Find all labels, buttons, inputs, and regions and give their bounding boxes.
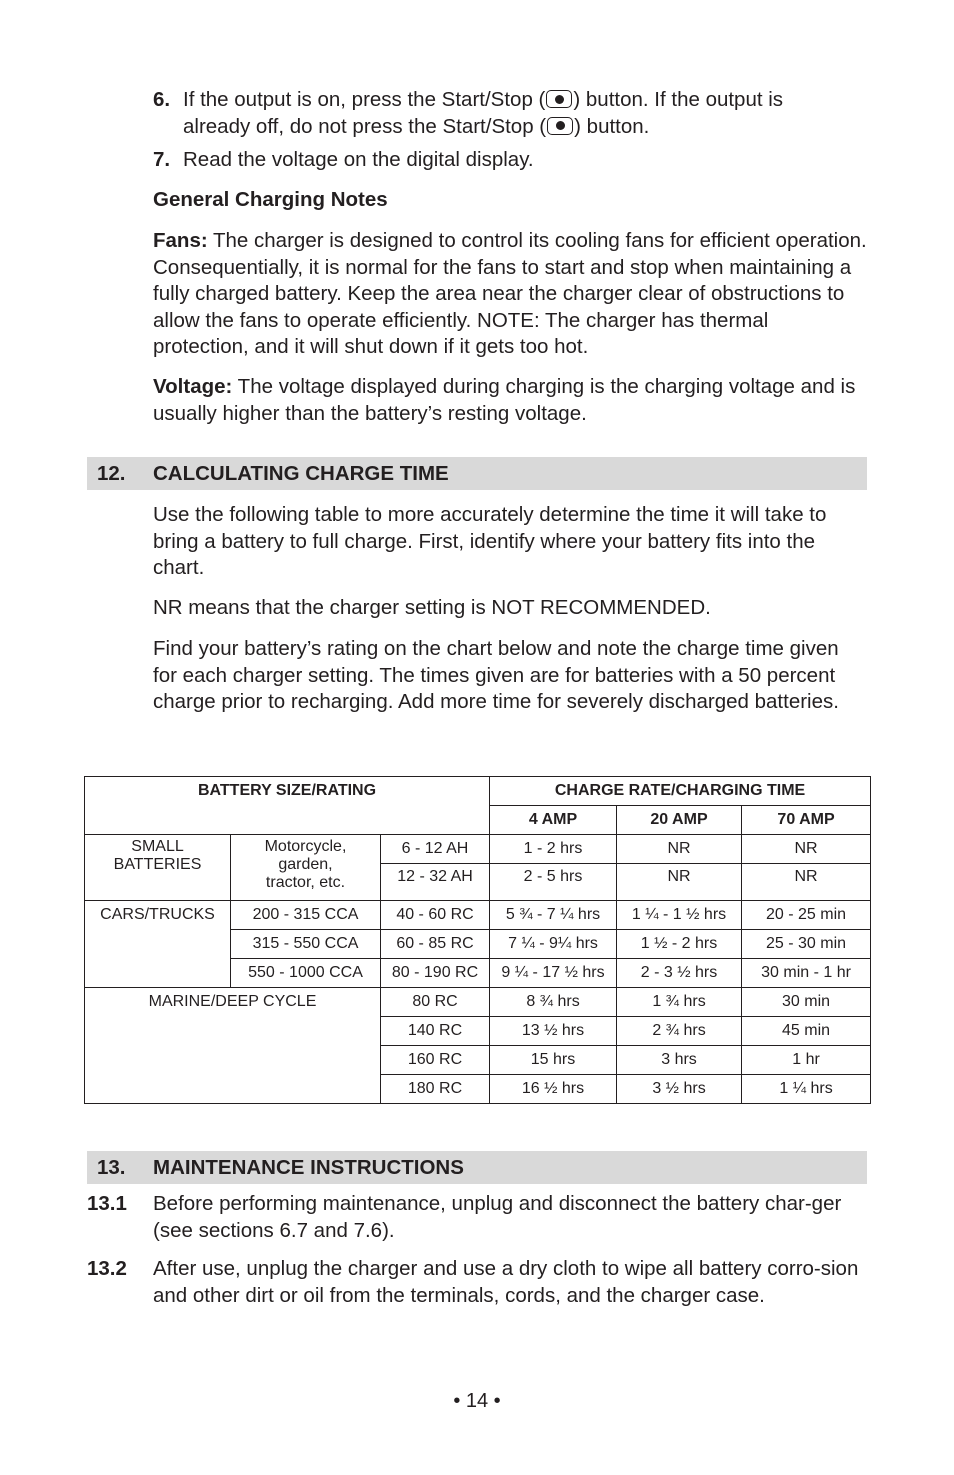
step-text: If the output is on, press the Start/Stop ( ) button. If the output is already off, do not press the Start/Stop ( ) button. — [183, 88, 784, 138]
table-cell-20amp: 1 ¾ hrs — [617, 988, 742, 1017]
section-number: 13. — [97, 1156, 126, 1179]
table-cell-20amp: 2 ¾ hrs — [617, 1017, 742, 1046]
table-cell-20amp: 1 ½ - 2 hrs — [617, 930, 742, 959]
subsection-number: 13.1 — [87, 1192, 127, 1215]
table-cell-70amp: 30 min — [742, 988, 871, 1017]
general-notes-heading: General Charging Notes — [153, 188, 388, 211]
table-cell-20amp: NR — [617, 835, 742, 864]
table-cell-70amp: 1 hr — [742, 1046, 871, 1075]
charge-rate-header: CHARGE RATE/CHARGING TIME — [490, 777, 871, 806]
voltage-text: The voltage displayed during charging is the charging voltage and is usually higher than the battery’s resting voltage. — [153, 375, 856, 425]
table-cell-20amp: 3 hrs — [617, 1046, 742, 1075]
section-12-paragraph-2: NR means that the charger setting is NOT RECOMMENDED. — [153, 596, 711, 619]
charge-time-table — [84, 776, 871, 1104]
table-cell-4amp: 9 ¼ - 17 ½ hrs — [490, 959, 617, 988]
table-cell-20amp: 1 ¼ - 1 ½ hrs — [617, 901, 742, 930]
table-cell-20amp: 2 - 3 ½ hrs — [617, 959, 742, 988]
table-cell-rating: 80 RC — [381, 988, 490, 1017]
subsection-text: After use, unplug the charger and use a dry cloth to wipe all battery corro-sion and other dirt or oil from the terminals, cords, and the charger case. — [153, 1257, 859, 1307]
table-cell-4amp: 8 ¾ hrs — [490, 988, 617, 1017]
subsection-number: 13.2 — [87, 1257, 127, 1280]
table-cell-rating: 60 - 85 RC — [381, 930, 490, 959]
section-12-paragraph-3: Find your battery’s rating on the chart below and note the charge time given for each charger setting. The times given are for batteries with a 50 percent charge prior to recharging. Add more time for severely discharged batteries. — [153, 637, 839, 713]
start-stop-button-icon — [546, 90, 572, 108]
table-cell-4amp: 15 hrs — [490, 1046, 617, 1075]
table-cell-cca: 550 - 1000 CCA — [231, 959, 381, 988]
col-header-4amp: 4 AMP — [490, 806, 617, 835]
section-12-paragraph-1: Use the following table to more accurately determine the time it will take to bring a battery to full charge. First, identify where your battery fits into the chart. — [153, 503, 827, 579]
section-title: CALCULATING CHARGE TIME — [153, 462, 449, 485]
table-cell-rating: 140 RC — [381, 1017, 490, 1046]
section-12-header — [87, 457, 867, 490]
table-cell-cca: 315 - 550 CCA — [231, 930, 381, 959]
table-cell-4amp: 2 - 5 hrs — [490, 864, 617, 901]
subsection-text: Before performing maintenance, unplug and disconnect the battery char-ger (see sections 6.7 and 7.6). — [153, 1192, 842, 1242]
category-small-batteries: SMALL BATTERIES — [85, 835, 231, 901]
voltage-label: Voltage: — [153, 375, 233, 398]
battery-size-header: BATTERY SIZE/RATING — [85, 777, 490, 835]
step-text: Read the voltage on the digital display. — [183, 148, 534, 171]
fans-label: Fans: — [153, 229, 208, 252]
section-number: 12. — [97, 462, 126, 485]
section-title: MAINTENANCE INSTRUCTIONS — [153, 1156, 464, 1179]
table-cell-20amp: NR — [617, 864, 742, 901]
table-cell-20amp: 3 ½ hrs — [617, 1075, 742, 1104]
table-cell-70amp: NR — [742, 835, 871, 864]
table-cell-70amp: 1 ¼ hrs — [742, 1075, 871, 1104]
voltage-note — [153, 374, 867, 427]
page-number: • 14 • — [453, 1390, 501, 1412]
table-cell-70amp: 30 min - 1 hr — [742, 959, 871, 988]
table-cell-70amp: 45 min — [742, 1017, 871, 1046]
table-cell-4amp: 1 - 2 hrs — [490, 835, 617, 864]
small-battery-type: Motorcycle, garden, tractor, etc. — [231, 835, 381, 901]
table-cell-70amp: 25 - 30 min — [742, 930, 871, 959]
table-cell-rating: 12 - 32 AH — [381, 864, 490, 901]
table-cell-rating: 160 RC — [381, 1046, 490, 1075]
step-number: 6. — [153, 88, 171, 111]
category-marine-deep-cycle: MARINE/DEEP CYCLE — [85, 988, 381, 1104]
table-cell-4amp: 16 ½ hrs — [490, 1075, 617, 1104]
table-cell-4amp: 5 ¾ - 7 ¼ hrs — [490, 901, 617, 930]
table-cell-rating: 6 - 12 AH — [381, 835, 490, 864]
table-cell-70amp: NR — [742, 864, 871, 901]
col-header-20amp: 20 AMP — [617, 806, 742, 835]
step-number: 7. — [153, 148, 171, 171]
fans-note — [153, 228, 867, 361]
table-cell-4amp: 7 ¼ - 9¼ hrs — [490, 930, 617, 959]
start-stop-button-icon — [547, 117, 573, 135]
fans-text: The charger is designed to control its cooling fans for efficient operation. Consequentially, it is normal for the fans to start and stop when maintaining a fully charged battery. Keep the area near the charger clear of obstructions to allow the fans to operate efficiently. NOTE: The charger has thermal protection, and it will shut down if it gets too hot. — [153, 229, 867, 358]
table-cell-70amp: 20 - 25 min — [742, 901, 871, 930]
col-header-70amp: 70 AMP — [742, 806, 871, 835]
table-cell-rating: 80 - 190 RC — [381, 959, 490, 988]
category-cars-trucks: CARS/TRUCKS — [85, 901, 231, 988]
table-cell-4amp: 13 ½ hrs — [490, 1017, 617, 1046]
table-cell-rating: 180 RC — [381, 1075, 490, 1104]
section-13-header — [87, 1151, 867, 1184]
table-cell-cca: 200 - 315 CCA — [231, 901, 381, 930]
table-cell-rating: 40 - 60 RC — [381, 901, 490, 930]
